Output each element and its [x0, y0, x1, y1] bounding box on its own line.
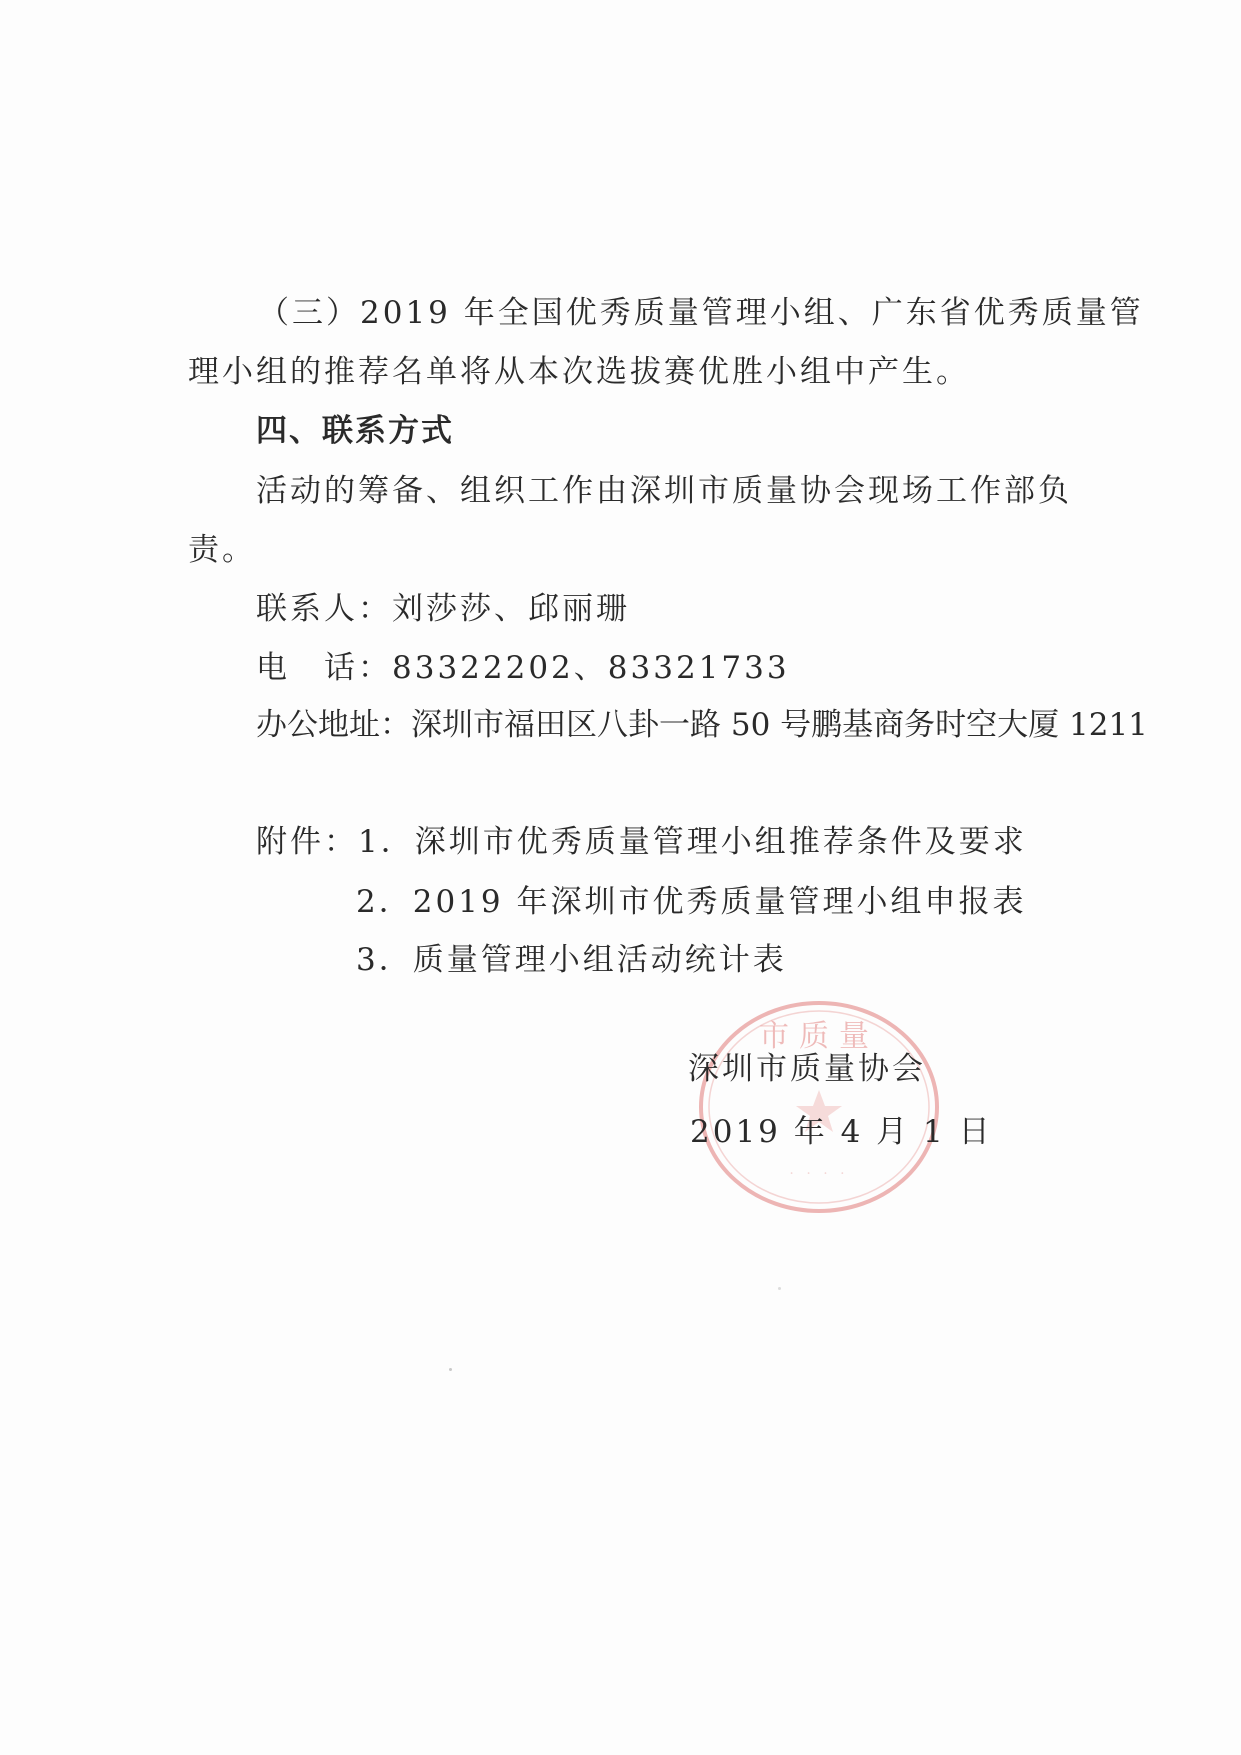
- signature-organization: 深圳市质量协会: [688, 1051, 926, 1087]
- svg-text:市质量: 市质量: [759, 1019, 879, 1054]
- office-address: 办公地址：深圳市福田区八卦一路 50 号鹏基商务时空大厦 1211: [256, 707, 1148, 743]
- phone: 电 话：83322202、83321733: [256, 650, 790, 686]
- section-four-body-line-2: 责。: [188, 532, 256, 568]
- official-seal: [695, 998, 943, 1216]
- contact-person: 联系人：刘莎莎、邱丽珊: [256, 591, 630, 627]
- attachment-item-1: 附件：1．深圳市优秀质量管理小组推荐条件及要求: [256, 824, 1027, 860]
- signature-date: 2019 年 4 月 1 日: [690, 1114, 993, 1150]
- attachment-item-2: 2．2019 年深圳市优秀质量管理小组申报表: [356, 884, 1027, 920]
- paragraph-three-line-2: 理小组的推荐名单将从本次选拔赛优胜小组中产生。: [188, 354, 970, 390]
- section-four-heading: 四、联系方式: [256, 413, 454, 449]
- paragraph-three-line-1: （三）2019 年全国优秀质量管理小组、广东省优秀质量管: [258, 295, 1144, 331]
- svg-text:· · · ·: · · · ·: [789, 1166, 849, 1182]
- scan-speck: [778, 1287, 781, 1290]
- section-four-body-line-1: 活动的筹备、组织工作由深圳市质量协会现场工作部负: [256, 473, 1072, 509]
- scan-speck: [449, 1368, 452, 1371]
- attachment-item-3: 3．质量管理小组活动统计表: [356, 942, 787, 978]
